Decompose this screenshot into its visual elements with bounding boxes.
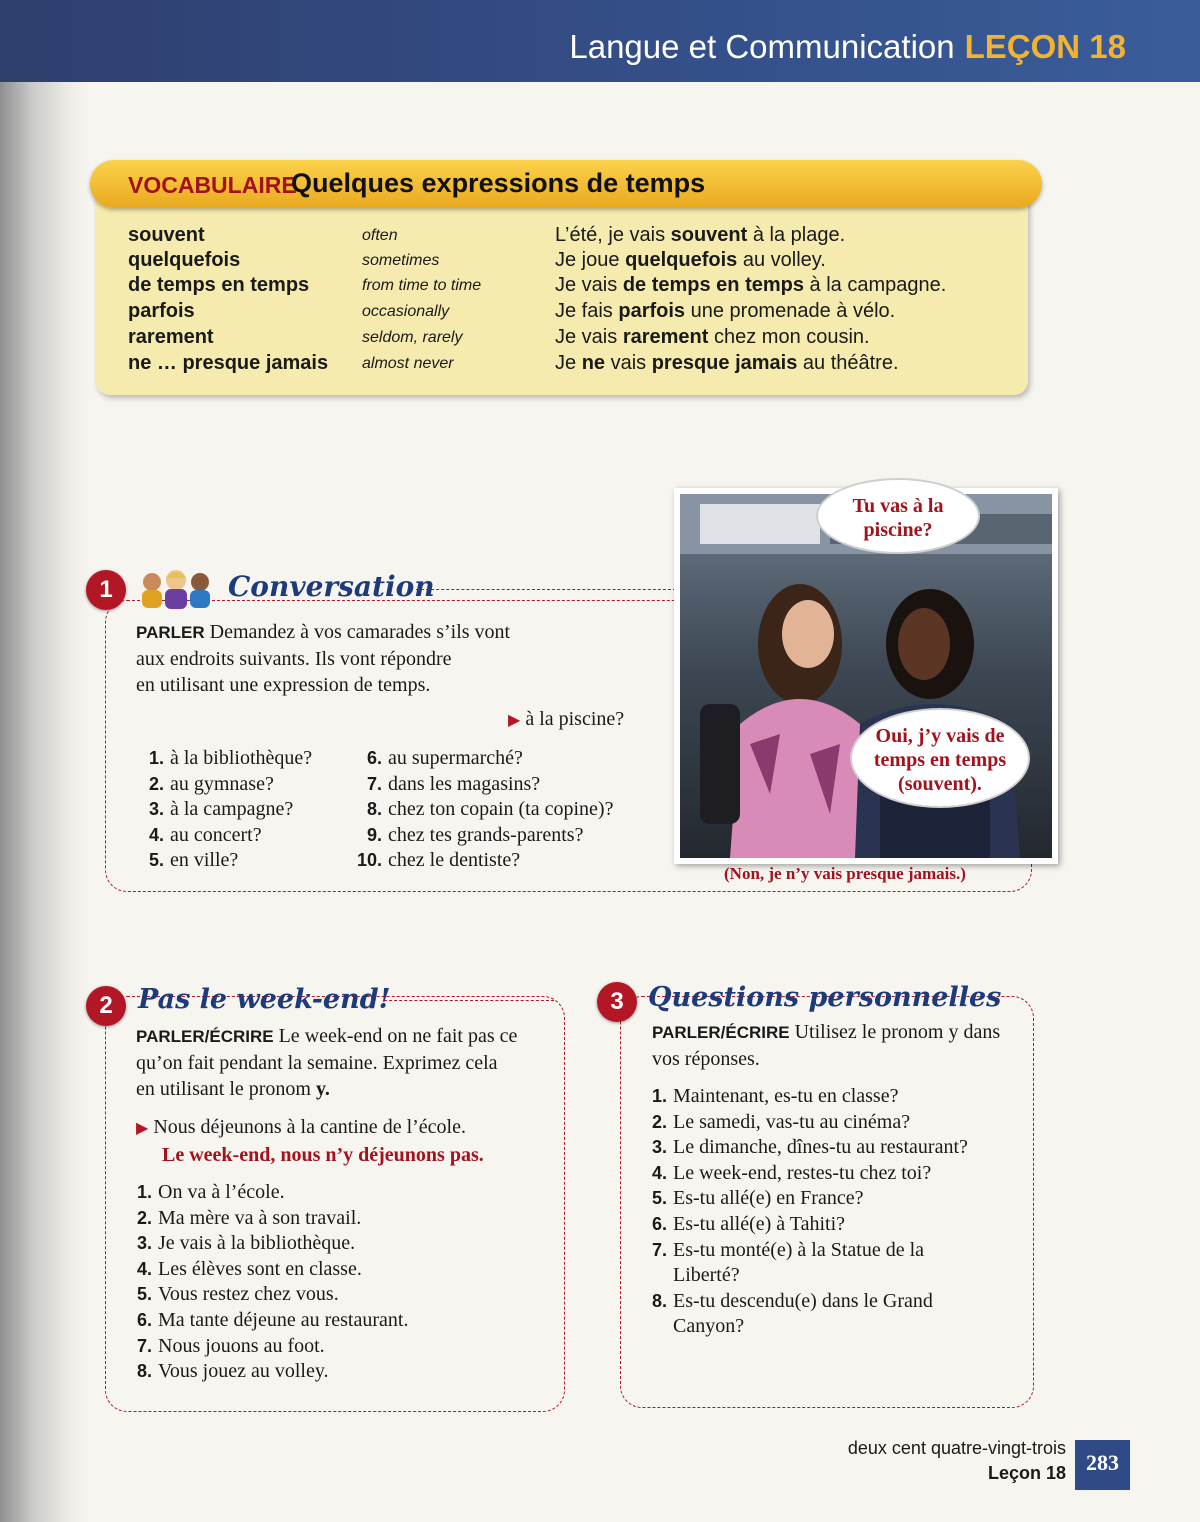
conversation-instructions: PARLER Demandez à vos camarades s’ils vont aux endroits suivants. Ils vont répondre en utilisant une expression de temps. — [136, 621, 511, 696]
vocab-example: L’été, je vais souvent à la plage. — [555, 224, 846, 246]
list-item: 6. Es-tu allé(e) à Tahiti? — [651, 1212, 846, 1235]
header-lesson: LEÇON 18 — [964, 28, 1126, 65]
list-item: 4. Les élèves sont en classe. — [136, 1257, 362, 1280]
list-item: 10. chez le dentiste? — [356, 849, 521, 872]
photo-caption: (Non, je n’y vais presque jamais.) — [724, 864, 966, 883]
vocab-row — [0, 274, 1100, 300]
page-number-words: deux cent quatre-vingt-trois — [847, 1438, 1066, 1458]
vocab-english: sometimes — [362, 252, 440, 269]
exercise-number-badge: 3 — [597, 982, 637, 1022]
header-section-name: Langue et Communication — [569, 28, 955, 65]
vocab-row — [0, 352, 1100, 378]
list-item: 3. Le dimanche, dînes-tu au restaurant? — [651, 1136, 968, 1159]
list-item: 1. On va à l’école. — [136, 1181, 285, 1203]
questions-title: Questions personnelles — [648, 982, 1002, 1013]
list-item: 6. Ma tante déjeune au restaurant. — [136, 1308, 409, 1331]
vocab-heading: Quelques expressions de temps — [291, 168, 706, 198]
list-item: 1. Maintenant, es-tu en classe? — [651, 1085, 899, 1107]
header-title — [569, 28, 1126, 66]
vocab-row — [0, 249, 1100, 275]
exercise-number-badge: 1 — [86, 570, 126, 610]
skill-tag: PARLER/ÉCRIRE — [136, 1027, 274, 1046]
list-item: 2. Ma mère va à son travail. — [136, 1206, 362, 1229]
vocab-english: seldom, rarely — [362, 329, 463, 346]
conversation-list-left — [140, 746, 312, 874]
list-item: 2. au gymnase? — [148, 772, 274, 795]
list-item: 3. à la campagne? — [148, 798, 294, 821]
list-item: 1. à la bibliothèque? — [148, 747, 313, 769]
vocab-english: often — [362, 227, 398, 244]
exercise-number-badge: 2 — [86, 986, 126, 1026]
vocab-row — [0, 300, 1100, 326]
vocab-example: Je vais rarement chez mon cousin. — [555, 326, 870, 348]
weekend-model: ▶ Nous déjeunons à la cantine de l’école. Le week-end, nous n’y déjeunons pas. — [136, 1116, 484, 1166]
weekend-instructions: PARLER/ÉCRIRE Le week-end on ne fait pas ce qu’on fait pendant la semaine. Exprimez cela en utilisant le pronom y. — [136, 1025, 518, 1100]
vocab-row — [0, 326, 1100, 352]
conversation-list-right — [352, 746, 613, 874]
list-item: 5. Vous restez chez vous. — [136, 1283, 339, 1306]
vocab-term: de temps en temps — [128, 274, 310, 296]
list-item: 7. Nous jouons au foot. — [136, 1334, 325, 1357]
vocab-label: VOCABULAIRE — [128, 172, 297, 198]
list-item: 5. en ville? — [148, 849, 239, 872]
vocab-term: rarement — [128, 326, 214, 348]
list-item: 2. Le samedi, vas-tu au cinéma? — [651, 1110, 911, 1133]
weekend-title: Pas le week-end! — [138, 984, 391, 1015]
list-item: Canyon? — [673, 1315, 745, 1338]
conversation-title: Conversation — [228, 570, 435, 603]
speech-bubble-answer: Oui, j’y vais de temps en temps (souvent). — [850, 708, 1030, 808]
play-arrow-icon: ▶ — [136, 1120, 149, 1137]
vocab-row — [0, 224, 1100, 250]
vocab-term: souvent — [128, 224, 205, 246]
list-item: 4. au concert? — [148, 823, 262, 846]
speech-bubble-question: Tu vas à la piscine? — [816, 478, 980, 554]
list-item: 5. Es-tu allé(e) en France? — [651, 1187, 864, 1210]
vocab-english: almost never — [362, 355, 454, 372]
vocab-example: Je vais de temps en temps à la campagne. — [555, 274, 947, 296]
list-item: 8. chez ton copain (ta copine)? — [366, 798, 614, 821]
list-item: 9. chez tes grands-parents? — [366, 823, 584, 846]
title-rule — [384, 1000, 554, 1001]
vocab-english: occasionally — [362, 303, 450, 320]
skill-tag: PARLER/ÉCRIRE — [652, 1023, 790, 1042]
list-item: Liberté? — [673, 1264, 740, 1287]
list-item: 7. dans les magasins? — [366, 772, 541, 795]
play-arrow-icon: ▶ — [508, 712, 521, 729]
page-number: 283 — [1075, 1440, 1130, 1490]
title-rule — [416, 589, 676, 590]
conversation-model: ▶ à la piscine? — [508, 708, 625, 730]
list-item: 3. Je vais à la bibliothèque. — [136, 1232, 356, 1255]
skill-tag: PARLER — [136, 623, 205, 642]
students-icon — [136, 568, 218, 612]
vocab-example: Je joue quelquefois au volley. — [555, 249, 826, 271]
questions-list — [651, 1084, 968, 1340]
vocab-term: parfois — [128, 300, 195, 322]
list-item: 6. au supermarché? — [366, 747, 523, 769]
vocab-example: Je fais parfois une promenade à vélo. — [555, 300, 896, 322]
list-item: 8. Es-tu descendu(e) dans le Grand — [651, 1289, 933, 1312]
vocab-example: Je ne vais presque jamais au théâtre. — [555, 352, 899, 374]
list-item: 4. Le week-end, restes-tu chez toi? — [651, 1161, 932, 1184]
vocab-term: quelquefois — [128, 249, 241, 271]
vocab-term: ne … presque jamais — [128, 352, 329, 374]
footer-lesson: Leçon 18 — [987, 1463, 1066, 1483]
list-item: 7. Es-tu monté(e) à la Statue de la — [651, 1238, 925, 1261]
weekend-list — [136, 1180, 408, 1385]
list-item: 8. Vous jouez au volley. — [136, 1360, 329, 1383]
vocab-english: from time to time — [362, 277, 482, 294]
questions-instructions: PARLER/ÉCRIRE Utilisez le pronom y dans vos réponses. — [652, 1021, 1001, 1070]
